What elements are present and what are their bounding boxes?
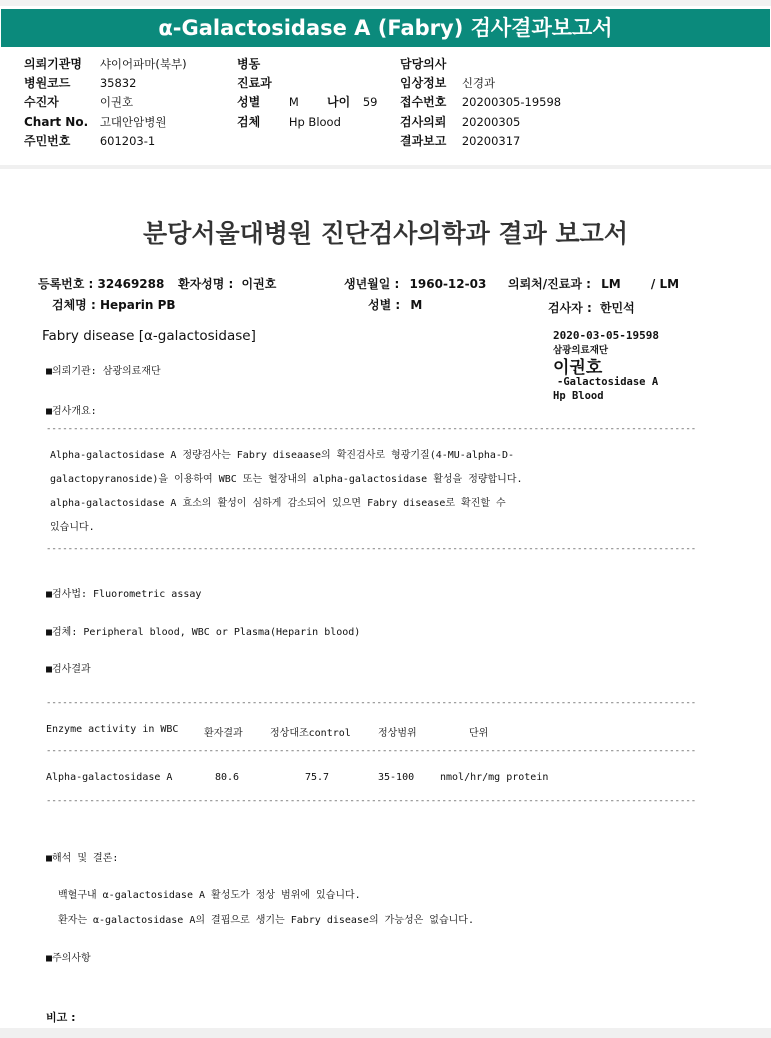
caution-heading: ■주의사항 (46, 953, 91, 964)
table-cell-control: 75.7 (305, 772, 330, 783)
info-value: 35832 (99, 76, 137, 90)
bottom-border (0, 1028, 771, 1038)
examiner-field (548, 299, 635, 316)
field-value: 한민석 (599, 301, 635, 315)
field-label: 등록번호 : (38, 277, 94, 291)
info-label: 결과보고 (400, 134, 447, 148)
info-chart-no (24, 113, 166, 131)
info-specimen (237, 113, 341, 131)
info-label: 주민번호 (24, 134, 71, 148)
patient-name-field (178, 275, 276, 292)
info-label: 병동 (237, 57, 261, 71)
info-value: 이권호 (99, 95, 134, 109)
field-label: 성별 : (368, 298, 401, 312)
field-value-2: / LM (650, 277, 680, 291)
table-cell-enzyme: Alpha-galactosidase A (46, 772, 173, 783)
top-border (0, 0, 771, 6)
dept-field (508, 275, 679, 292)
info-label: 검사의뢰 (400, 115, 447, 129)
label-specimen: Hp Blood (553, 390, 604, 402)
table-header-range: 정상범위 (378, 728, 417, 739)
info-label: 성별 (237, 95, 261, 109)
info-label: 담당의사 (400, 57, 447, 71)
info-label: 임상정보 (400, 76, 447, 90)
field-value: M (410, 298, 423, 312)
table-cell-result: 80.6 (215, 772, 240, 783)
info-clinical (400, 74, 495, 92)
info-label: 검체 (237, 115, 261, 129)
field-value: 1960-12-03 (409, 277, 487, 291)
info-hospital-code (24, 74, 136, 92)
interpretation-line-2: 환자는 α-galactosidase A의 결핍으로 생기는 Fabry disease의 가능성은 없습니다. (58, 915, 474, 926)
info-label: 접수번호 (400, 95, 447, 109)
dob-field (344, 275, 486, 292)
dashed-rule: ------------------------------------------------------------------------------------------------------------------------ (46, 544, 697, 554)
info-institution (24, 55, 187, 73)
field-value: 이권호 (241, 277, 277, 291)
report-title: 분당서울대병원 진단검사의학과 결과 보고서 (143, 219, 628, 248)
header-info-grid (0, 52, 771, 164)
overview-heading: ■검사개요: (46, 406, 97, 417)
info-value: 59 (362, 95, 378, 109)
label-lab-name: 삼광의료재단 (553, 345, 609, 356)
dashed-rule: ------------------------------------------------------------------------------------------------------------------------ (46, 796, 697, 806)
info-label: 수진자 (24, 95, 59, 109)
info-label: 진료과 (237, 76, 272, 90)
label-receipt-no: 2020-03-05-19598 (553, 329, 659, 342)
field-label: 의뢰처/진료과 : (508, 277, 591, 291)
table-header-result: 환자결과 (204, 728, 243, 739)
table-header-control: 정상대조control (270, 728, 351, 739)
result-heading: ■검사결과 (46, 664, 91, 675)
table-header-enzyme: Enzyme activity in WBC (46, 724, 179, 735)
table-header-unit: 단위 (469, 728, 489, 739)
info-value: 고대안암병원 (99, 115, 167, 129)
info-label: 나이 (327, 95, 351, 109)
overview-line-3: alpha-galactosidase A 효소의 활성이 심하게 감소되어 있으면 Fabry disease로 확진할 수 (50, 498, 506, 509)
info-resident-no (24, 132, 155, 150)
specimen-field (52, 296, 176, 313)
overview-line-4: 있습니다. (50, 522, 95, 533)
overview-line-1: Alpha-galactosidase A 정량검사는 Fabry diseaase의 확진검사로 형광기질(4-MU-alpha-D- (50, 450, 514, 461)
info-patient (24, 93, 133, 111)
reg-number-field (38, 275, 164, 292)
interpretation-heading: ■해석 및 결론: (46, 853, 119, 864)
field-value: 32469288 (97, 277, 165, 291)
test-name: Fabry disease [α-galactosidase] (42, 328, 256, 344)
label-test: -Galactosidase A (557, 376, 659, 388)
info-request-date (400, 113, 520, 131)
section-divider (0, 165, 771, 169)
field-label: 환자성명 : (178, 277, 234, 291)
dashed-rule: ------------------------------------------------------------------------------------------------------------------------ (46, 746, 697, 756)
info-value: 20200305-19598 (461, 95, 562, 109)
info-value: Hp Blood (288, 115, 341, 129)
info-value: 601203-1 (99, 134, 156, 148)
info-value: 20200317 (461, 134, 521, 148)
info-department (237, 74, 289, 92)
field-value: Heparin PB (99, 298, 176, 312)
field-value: LM (601, 277, 621, 291)
method-line: ■검사법: Fluorometric assay (46, 589, 202, 600)
info-age (327, 93, 377, 111)
dashed-rule: ------------------------------------------------------------------------------------------------------------------------ (46, 424, 697, 434)
info-value: 샤이어파마(북부) (99, 57, 187, 71)
field-label: 검체명 : (52, 298, 96, 312)
overview-line-2: galactopyranoside)을 이용하여 WBC 또는 혈장내의 alpha-galactosidase 활성을 정량합니다. (50, 474, 523, 485)
info-label: Chart No. (24, 115, 89, 129)
remark-label: 비고 : (46, 1011, 76, 1024)
info-report-date (400, 132, 520, 150)
interpretation-line-1: 백혈구내 α-galactosidase A 활성도가 정상 범위에 있습니다. (58, 890, 361, 901)
info-value: 신경과 (461, 76, 496, 90)
specimen-line: ■검체: Peripheral blood, WBC or Plasma(Heparin blood) (46, 627, 361, 638)
info-value: M (288, 95, 299, 109)
info-ward (237, 55, 289, 73)
table-cell-unit: nmol/hr/mg protein (440, 772, 549, 783)
report-header-title: α-Galactosidase A (Fabry) 검사결과보고서 (1, 9, 770, 47)
dashed-rule: ------------------------------------------------------------------------------------------------------------------------ (46, 698, 697, 708)
institution-line: ■의뢰기관: 삼광의료재단 (46, 366, 161, 377)
info-label: 병원코드 (24, 76, 71, 90)
info-receipt-no (400, 93, 561, 111)
field-label: 생년월일 : (344, 277, 400, 291)
table-cell-range: 35-100 (378, 772, 415, 783)
sex-field (368, 296, 422, 313)
specimen-label-box (540, 324, 706, 406)
label-patient-name: 이권호 (553, 358, 603, 378)
info-label: 의뢰기관명 (24, 57, 82, 71)
info-value: 20200305 (461, 115, 521, 129)
field-label: 검사자 : (548, 301, 592, 315)
info-sex (237, 93, 299, 111)
info-doctor (400, 55, 462, 73)
